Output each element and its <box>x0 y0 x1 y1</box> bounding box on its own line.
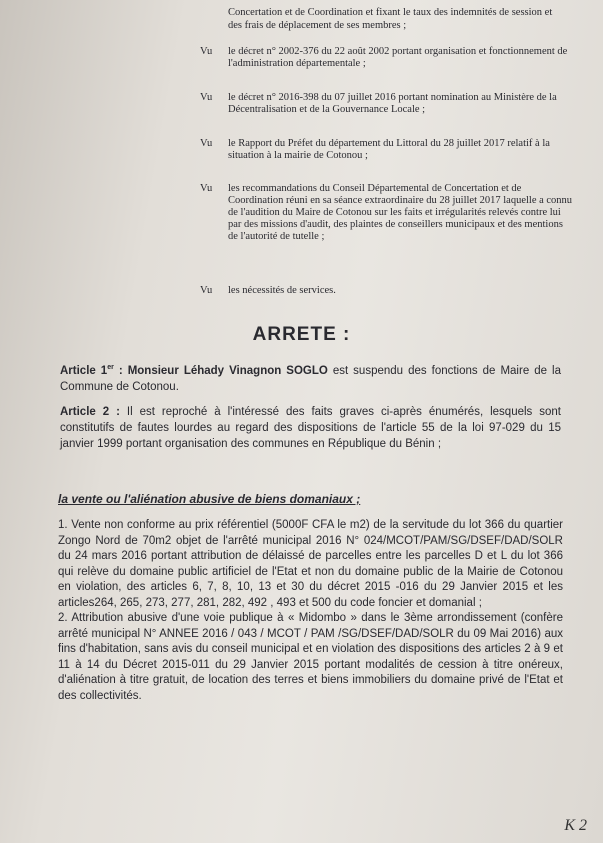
section-title: la vente ou l'aliénation abusive de biens domaniaux ; <box>58 492 361 506</box>
decree-continuation-text: Concertation et de Coordination et fixant le taux des indemnités de session et des frais de déplacement de ses membres ; <box>228 7 553 31</box>
vu-label: Vu <box>200 46 213 57</box>
vu-label: Vu <box>200 92 213 103</box>
vu-label: Vu <box>200 183 213 194</box>
vu-text: le décret n° 2002-376 du 22 août 2002 portant organisation et fonctionnement de l'administration départementale ; <box>228 46 568 69</box>
article-1-label: Article 1er : <box>60 364 128 377</box>
grievance-paragraph: 2. Attribution abusive d'une voie publique à « Midombo » dans le 3ème arrondissement (confère arrêté municipal N° ANNEE 2016 / 043 / MCOT / PAM /SG/DSEF/DAD/SOLR du 09 Mai 2016) aux fins d'habitation, sans avis du conseil municipal et en violation des dispositions des articles 2 à 9 et 11 à 14 du Décret 2015-011 du 29 Janvier 2015 portant modalités de cession à titre onéreux, d'aliénation à titre gratuit, de location des terres et biens immobiliers du domaine privé de l'Etat et des collectivités. <box>58 612 563 702</box>
vu-text: les recommandations du Conseil Départemental de Concertation et de Coordination réuni en sa séance extraordinaire du 28 juillet 2017 laquelle a connu de l'audition du Maire de Cotonou sur les faits et irrégularités relevés contre lui par des missions d'audit, des plaintes de conseillers municipaux et des mentions de l'autorité de tutelle ; <box>228 183 573 242</box>
vu-label: Vu <box>200 285 213 296</box>
article-2-label: Article 2 : <box>60 406 120 418</box>
decree-title: ARRETE : <box>252 324 351 345</box>
signature-mark: K 2 <box>564 817 587 834</box>
vu-text: le décret n° 2016-398 du 07 juillet 2016 portant nomination au Ministère de la Décentralisation et de la Gouvernance Locale ; <box>228 92 557 115</box>
grievance-paragraph: 1. Vente non conforme au prix référentiel (5000F CFA le m2) de la servitude du lot 366 du quartier Zongo Nord de 70m2 objet de l'arrêté municipal 2016 N° 024/MCOT/PAM/SG/DSEF/DAD/SOLR du 24 mars 2016 portant attribution de délaissé de parcelles entre les parcelles D et L du lot 366 qui relève du domaine public artificiel de l'Etat et non du domaine public de la Mairie de Cotonou en violation, des articles 6, 7, 8, 10, 13 et 30 du décret 2015 -016 du 29 Janvier 2015 et les articles264, 265, 273, 277, 281, 282, 492 , 493 et 500 du code foncier et domanial ; <box>58 519 563 609</box>
article-1 <box>60 360 561 395</box>
mayor-name: Monsieur Léhady Vinagnon SOGLO <box>127 364 328 377</box>
vu-text: le Rapport du Préfet du département du Littoral du 28 juillet 2017 relatif à la situation à la mairie de Cotonou ; <box>228 138 550 161</box>
article-2-text: Il est reproché à l'intéressé des faits graves ci-après énumérés, lesquels sont constitutifs de fautes lourdes au regard des dispositions de l'article 55 de la loi 97-029 du 15 janvier 1999 portant organisation des communes en République du Bénin ; <box>60 406 561 450</box>
article-1-text: est suspendu des fonctions de Maire de la Commune de Cotonou. <box>60 364 561 393</box>
vu-item <box>200 46 575 70</box>
grievances-list <box>58 518 563 704</box>
vu-item <box>200 183 575 243</box>
vu-text: les nécessités de services. <box>228 285 336 296</box>
vu-label: Vu <box>200 138 213 149</box>
vu-item <box>200 138 575 162</box>
vu-item <box>200 92 575 116</box>
article-2 <box>60 404 561 452</box>
vu-item <box>200 285 575 297</box>
